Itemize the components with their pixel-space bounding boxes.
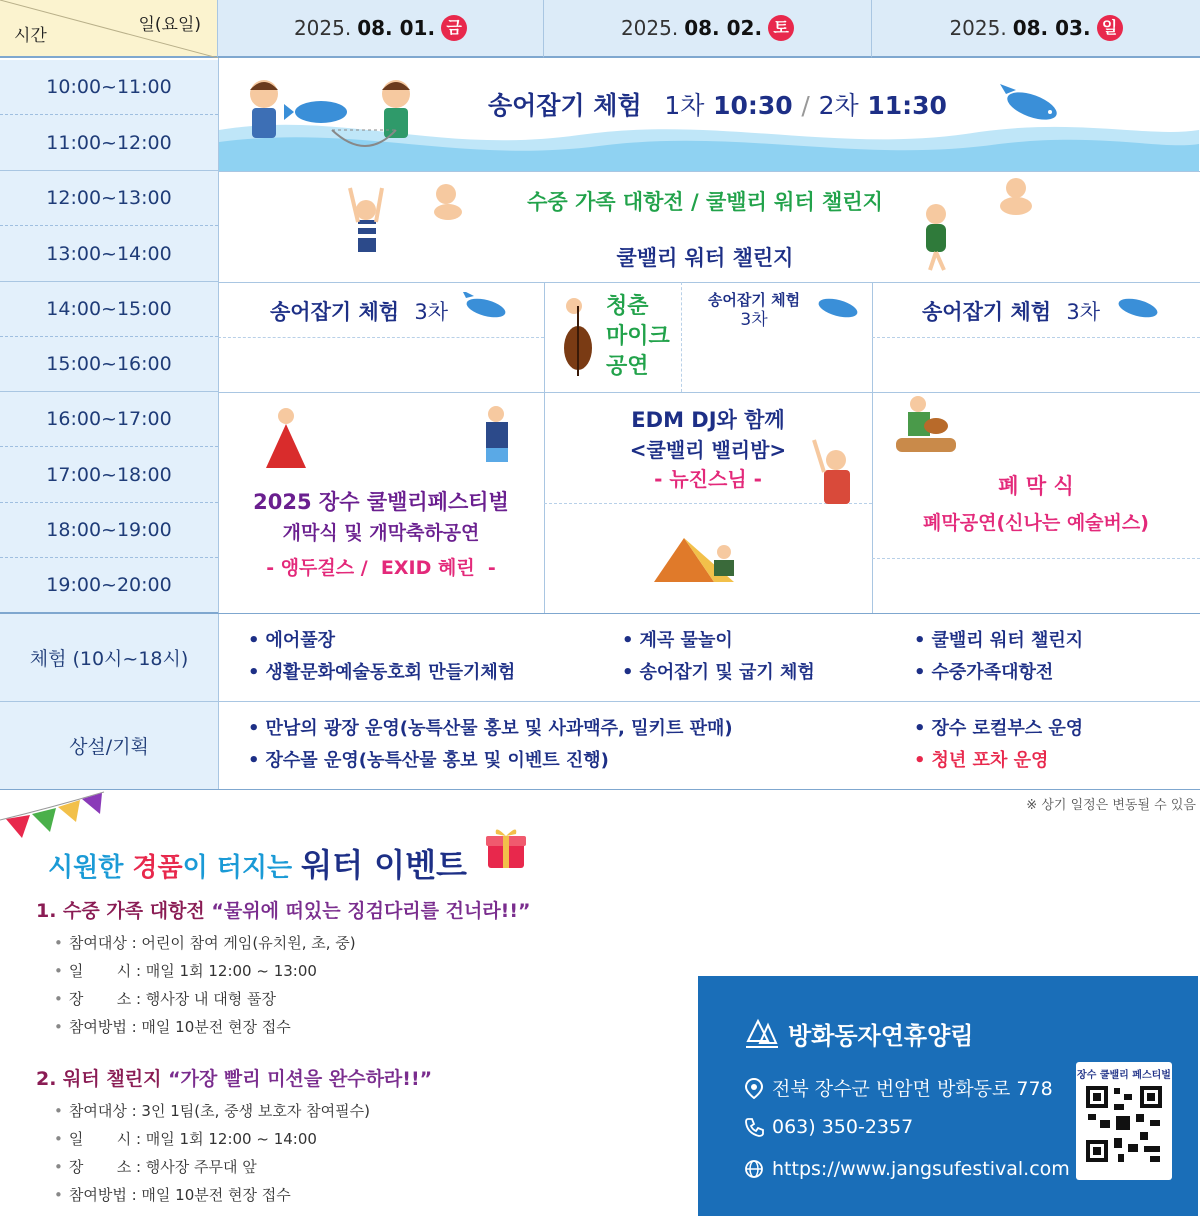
dj-illustration xyxy=(806,436,864,512)
time-slot: 19:00~20:00 xyxy=(0,558,218,613)
experience-label: 체험 (10시~18시) xyxy=(0,614,218,701)
day2-fish-event: 송어잡기 체험 3차 xyxy=(707,291,801,330)
event1-detail: • 장 소 : 행사장 내 대형 풀장 xyxy=(54,990,277,1008)
time-slot: 15:00~16:00 xyxy=(0,337,218,392)
dow-badge: 토 xyxy=(768,15,794,41)
cellist-illustration xyxy=(554,296,600,380)
water-events-section xyxy=(0,790,1200,1220)
experience-col2: • 계곡 물놀이 • 송어잡기 및 굽기 체험 xyxy=(622,630,815,683)
children-fishing-illustration xyxy=(236,72,436,164)
event2-title: 2. 워터 챌린지 “가장 빨리 미션을 완수하라!!” xyxy=(36,1068,433,1090)
phone-icon xyxy=(744,1117,764,1137)
event1-detail: • 참여방법 : 매일 10분전 현장 접수 xyxy=(54,1018,291,1036)
guitarist-illustration xyxy=(892,394,962,460)
venue-address: 전북 장수군 번암면 방화동로 778 xyxy=(744,1074,1053,1101)
experience-col1: • 에어풀장 • 생활문화예술동호회 만들기체험 xyxy=(248,630,516,683)
time-slot: 14:00~15:00 xyxy=(0,282,218,337)
corner-time-label: 시간 xyxy=(14,26,47,46)
day3-fish-event: 송어잡기 체험 3차 xyxy=(922,300,1100,324)
globe-icon xyxy=(744,1159,764,1179)
qr-label: 장수 쿨밸리 페스티벌 xyxy=(1077,1070,1171,1081)
venue-info-box xyxy=(698,976,1198,1216)
day1-opening: 2025 장수 쿨밸리페스티벌 개막식 및 개막축하공연 - 앵두걸스 / EXID 혜린 - xyxy=(253,490,509,579)
event1-detail: • 참여대상 : 어린이 참여 게임(유치원, 초, 중) xyxy=(54,934,356,952)
day2-edm: EDM DJ와 함께 <쿨밸리 밸리밤> - 뉴진스님 - xyxy=(629,408,787,491)
singer-illustration xyxy=(262,406,312,472)
venue-name: 방화동자연휴양림 xyxy=(744,1016,973,1051)
header-day-2: 2025. 08. 02. 토 xyxy=(544,0,872,58)
header-day-3: 2025. 08. 03. 일 xyxy=(872,0,1200,58)
standing-col1: • 만남의 광장 운영(농특산물 홍보 및 사과맥주, 밀키트 판매) • 장수몰 운영(농특산물 홍보 및 이벤트 진행) xyxy=(248,718,733,771)
day1-fish-event: 송어잡기 체험 3차 xyxy=(270,300,448,324)
water-event-12: 수중 가족 대항전 / 쿨밸리 워터 챌린지 xyxy=(527,190,883,214)
corner-day-label: 일(요일) xyxy=(138,15,201,35)
time-slot: 13:00~14:00 xyxy=(0,226,218,282)
standing-col3: • 장수 로컬부스 운영 • 청년 포차 운영 xyxy=(914,718,1084,771)
dow-badge: 금 xyxy=(441,15,467,41)
dow-badge: 일 xyxy=(1097,15,1123,41)
time-slot: 10:00~11:00 xyxy=(0,60,218,115)
event2-detail: • 일 시 : 매일 1회 12:00 ~ 14:00 xyxy=(54,1130,317,1148)
header-corner xyxy=(0,0,218,58)
standing-label: 상설/기획 xyxy=(0,702,218,789)
fish-icon xyxy=(814,292,864,332)
fish-icon xyxy=(462,292,512,332)
qr-code-card xyxy=(1076,1062,1172,1180)
event2-detail: • 장 소 : 행사장 주무대 앞 xyxy=(54,1158,257,1176)
dancer-illustration xyxy=(474,398,524,474)
fish-event-main: 송어잡기 체험 1차 10:30 / 2차 11:30 xyxy=(488,91,947,120)
time-slot: 12:00~13:00 xyxy=(0,171,218,226)
time-slot: 18:00~19:00 xyxy=(0,503,218,558)
qr-code-icon[interactable] xyxy=(1084,1084,1164,1164)
event2-detail: • 참여방법 : 매일 10분전 현장 접수 xyxy=(54,1186,291,1204)
swimmer-illustration xyxy=(346,182,466,274)
forest-icon xyxy=(744,1017,780,1051)
venue-url[interactable]: https://www.jangsufestival.com xyxy=(744,1158,1070,1180)
location-pin-icon xyxy=(744,1077,764,1099)
event1-title: 1. 수중 가족 대항전 “물위에 떠있는 징검다리를 건너라!!” xyxy=(36,900,531,922)
tent-illustration xyxy=(650,530,750,586)
time-slot: 17:00~18:00 xyxy=(0,447,218,503)
fish-icon xyxy=(1114,292,1164,332)
event-banner: 시원한 경품이 터지는 워터 이벤트 xyxy=(48,846,467,884)
time-slot: 16:00~17:00 xyxy=(0,392,218,447)
venue-phone: 063) 350-2357 xyxy=(744,1116,913,1138)
schedule-note: ※ 상기 일정은 변동될 수 있음 xyxy=(1026,798,1196,813)
day2-music: 청춘 마이크 공연 xyxy=(606,294,670,379)
day3-closing: 폐 막 식 폐막공연(신나는 예술버스) xyxy=(923,474,1149,534)
gift-icon xyxy=(482,824,530,872)
jumping-fish-icon xyxy=(1000,84,1070,134)
time-slot: 11:00~12:00 xyxy=(0,115,218,171)
water-event-13: 쿨밸리 워터 챌린지 xyxy=(616,246,794,270)
event2-detail: • 참여대상 : 3인 1팀(초, 중생 보호자 참여필수) xyxy=(54,1102,370,1120)
header-day-1: 2025. 08. 01. 금 xyxy=(218,0,544,58)
event1-detail: • 일 시 : 매일 1회 12:00 ~ 13:00 xyxy=(54,962,317,980)
experience-col3: • 쿨밸리 워터 챌린지 • 수중가족대항전 xyxy=(914,630,1084,683)
